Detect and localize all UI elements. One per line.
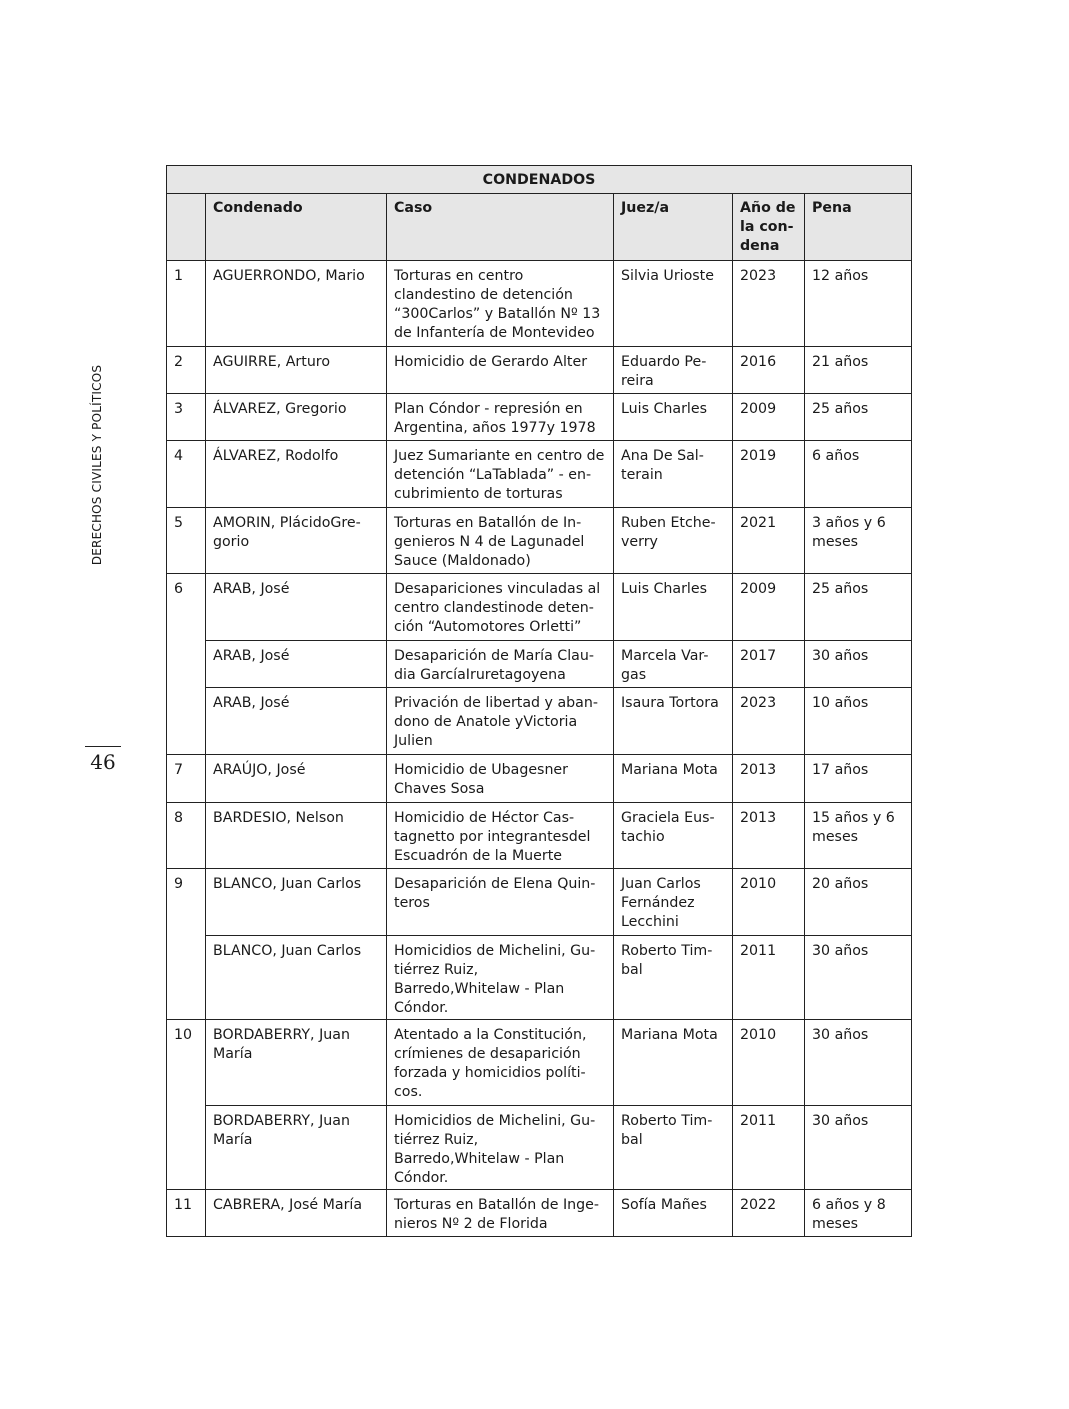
caso-cell: Homicidios de Michelini, Gu- tiérrez Ruiz, Barredo,Whitelaw - Plan Cóndor.	[387, 936, 614, 1020]
caso-cell: Homicidio de Gerardo Alter	[387, 347, 614, 394]
column-header-pena: Pena	[805, 194, 912, 261]
table-row	[167, 755, 912, 803]
juez-cell: Luis Charles	[614, 394, 733, 441]
juez-cell: Ruben Etche- verry	[614, 508, 733, 574]
caso-cell: Privación de libertad y aban- dono de Anatole yVictoria Julien	[387, 688, 614, 755]
anio-cell: 2017	[733, 641, 805, 688]
pena-cell: 6 años y 8 meses	[805, 1190, 912, 1237]
anio-cell: 2013	[733, 755, 805, 803]
pena-cell: 30 años	[805, 1020, 912, 1106]
table-row	[167, 441, 912, 508]
juez-cell: Eduardo Pe- reira	[614, 347, 733, 394]
condenado-cell: ÁLVAREZ, Rodolfo	[206, 441, 387, 508]
row-number: 5	[167, 508, 206, 574]
page-number-rule	[85, 746, 121, 747]
side-section-label: DERECHOS CIVILES Y POLÍTICOS	[90, 364, 104, 566]
pena-cell: 3 años y 6 meses	[805, 508, 912, 574]
condenado-cell: ARAÚJO, José	[206, 755, 387, 803]
condenado-cell: BORDABERRY, Juan María	[206, 1106, 387, 1190]
column-header-anio: Año de la con- dena	[733, 194, 805, 261]
table-row	[167, 1020, 912, 1106]
caso-cell: Desaparición de Elena Quin- teros	[387, 869, 614, 936]
anio-cell: 2023	[733, 688, 805, 755]
table-row	[167, 574, 912, 641]
anio-cell: 2009	[733, 574, 805, 641]
pena-cell: 6 años	[805, 441, 912, 508]
table-row	[167, 641, 912, 688]
table-row	[167, 688, 912, 755]
juez-cell: Isaura Tortora	[614, 688, 733, 755]
table-row	[167, 394, 912, 441]
anio-cell: 2010	[733, 869, 805, 936]
anio-cell: 2010	[733, 1020, 805, 1106]
condenado-cell: BLANCO, Juan Carlos	[206, 936, 387, 1020]
table-row	[167, 1190, 912, 1237]
caso-cell: Torturas en Batallón de In- genieros N 4 de Lagunadel Sauce (Maldonado)	[387, 508, 614, 574]
pena-cell: 15 años y 6 meses	[805, 803, 912, 869]
row-number: 7	[167, 755, 206, 803]
anio-cell: 2009	[733, 394, 805, 441]
row-number: 8	[167, 803, 206, 869]
page-number: 46	[90, 750, 116, 774]
pena-cell: 25 años	[805, 394, 912, 441]
caso-cell: Homicidio de Héctor Cas- tagnetto por integrantesdel Escuadrón de la Muerte	[387, 803, 614, 869]
table-row	[167, 508, 912, 574]
row-number: 11	[167, 1190, 206, 1237]
table-row	[167, 936, 912, 1020]
juez-cell: Mariana Mota	[614, 755, 733, 803]
condenado-cell: AMORIN, PlácidoGre- gorio	[206, 508, 387, 574]
row-number: 9	[167, 869, 206, 1020]
pena-cell: 10 años	[805, 688, 912, 755]
table-title: CONDENADOS	[167, 166, 912, 194]
column-header-condenado: Condenado	[206, 194, 387, 261]
juez-cell: Graciela Eus- tachio	[614, 803, 733, 869]
condenado-cell: BORDABERRY, Juan María	[206, 1020, 387, 1106]
anio-cell: 2023	[733, 261, 805, 347]
condenado-cell: ARAB, José	[206, 574, 387, 641]
row-number: 10	[167, 1020, 206, 1190]
column-header-number	[167, 194, 206, 261]
caso-cell: Plan Cóndor - represión en Argentina, años 1977y 1978	[387, 394, 614, 441]
condenado-cell: AGUERRONDO, Mario	[206, 261, 387, 347]
condenado-cell: ÁLVAREZ, Gregorio	[206, 394, 387, 441]
anio-cell: 2019	[733, 441, 805, 508]
juez-cell: Ana De Sal- terain	[614, 441, 733, 508]
caso-cell: Torturas en centro clandestino de detención “300Carlos” y Batallón Nº 13 de Infantería de Montevideo	[387, 261, 614, 347]
juez-cell: Juan Carlos Fernández Lecchini	[614, 869, 733, 936]
table-row	[167, 261, 912, 347]
caso-cell: Homicidio de Ubagesner Chaves Sosa	[387, 755, 614, 803]
anio-cell: 2021	[733, 508, 805, 574]
pena-cell: 30 años	[805, 641, 912, 688]
juez-cell: Sofía Mañes	[614, 1190, 733, 1237]
pena-cell: 30 años	[805, 1106, 912, 1190]
juez-cell: Roberto Tim- bal	[614, 936, 733, 1020]
pena-cell: 25 años	[805, 574, 912, 641]
condenado-cell: BARDESIO, Nelson	[206, 803, 387, 869]
juez-cell: Silvia Urioste	[614, 261, 733, 347]
condenado-cell: CABRERA, José María	[206, 1190, 387, 1237]
table-row	[167, 347, 912, 394]
convicted-table	[166, 165, 912, 1237]
caso-cell: Atentado a la Constitución, crímienes de desaparición forzada y homicidios políti- cos.	[387, 1020, 614, 1106]
condenado-cell: ARAB, José	[206, 641, 387, 688]
pena-cell: 17 años	[805, 755, 912, 803]
juez-cell: Marcela Var- gas	[614, 641, 733, 688]
pena-cell: 12 años	[805, 261, 912, 347]
juez-cell: Roberto Tim- bal	[614, 1106, 733, 1190]
column-header-caso: Caso	[387, 194, 614, 261]
row-number: 2	[167, 347, 206, 394]
anio-cell: 2011	[733, 936, 805, 1020]
caso-cell: Juez Sumariante en centro de detención “LaTablada” - en- cubrimiento de torturas	[387, 441, 614, 508]
table-row	[167, 803, 912, 869]
row-number: 4	[167, 441, 206, 508]
anio-cell: 2013	[733, 803, 805, 869]
condenado-cell: AGUIRRE, Arturo	[206, 347, 387, 394]
condenado-cell: BLANCO, Juan Carlos	[206, 869, 387, 936]
row-number: 6	[167, 574, 206, 755]
anio-cell: 2016	[733, 347, 805, 394]
juez-cell: Mariana Mota	[614, 1020, 733, 1106]
pena-cell: 30 años	[805, 936, 912, 1020]
caso-cell: Desapariciones vinculadas al centro clandestinode deten- ción “Automotores Orletti”	[387, 574, 614, 641]
caso-cell: Desaparición de María Clau- dia GarcíaIruretagoyena	[387, 641, 614, 688]
row-number: 3	[167, 394, 206, 441]
juez-cell: Luis Charles	[614, 574, 733, 641]
row-number: 1	[167, 261, 206, 347]
column-header-juez: Juez/a	[614, 194, 733, 261]
anio-cell: 2022	[733, 1190, 805, 1237]
condenado-cell: ARAB, José	[206, 688, 387, 755]
caso-cell: Torturas en Batallón de Inge- nieros Nº 2 de Florida	[387, 1190, 614, 1237]
table-row	[167, 869, 912, 936]
pena-cell: 20 años	[805, 869, 912, 936]
pena-cell: 21 años	[805, 347, 912, 394]
anio-cell: 2011	[733, 1106, 805, 1190]
caso-cell: Homicidios de Michelini, Gu- tiérrez Ruiz, Barredo,Whitelaw - Plan Cóndor.	[387, 1106, 614, 1190]
table-row	[167, 1106, 912, 1190]
